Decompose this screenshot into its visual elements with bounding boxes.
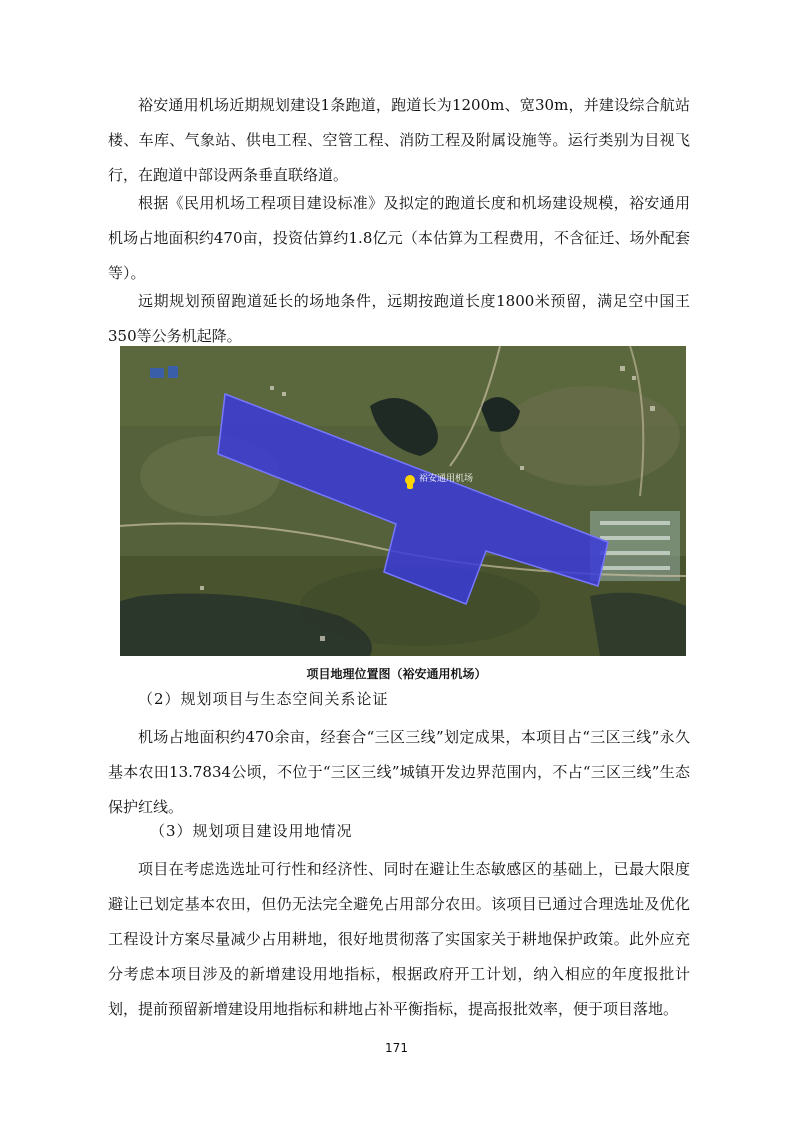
section-3-heading: （3）规划项目建设用地情况 <box>150 822 353 840</box>
section-2-text: 机场占地面积约470余亩，经套合“三区三线”划定成果，本项目占“三区三线”永久基本农田13.7834公顷，不位于“三区三线”城镇开发边界范围内，不占“三区三线”生态保护红线。 <box>108 728 690 816</box>
paragraph-long-term: 远期规划预留跑道延长的场地条件，远期按跑道长度1800米预留，满足空中国王350等公务机起降。 <box>108 292 690 345</box>
page-number: 171 <box>385 1041 408 1055</box>
marker-label: 裕安通用机场 <box>419 474 474 484</box>
section-3-text: 项目在考虑选选址可行性和经济性、同时在避让生态敏感区的基础上，已最大限度避让已划定基本农田，但仍无法完全避免占用部分农田。该项目已通过合理选址及优化工程设计方案尽量减少占用耕地，很好地贯彻落了实国家关于耕地保护政策。此外应充分考虑本项目涉及的新增建设用地指标，根据政府开工计划，纳入相应的年度报批计划，提前预留新增建设用地指标和耕地占补平衡指标，提高报批效率，便于项目落地。 <box>108 860 690 1018</box>
satellite-map-figure <box>120 346 686 656</box>
paragraph-runway-plan: 裕安通用机场近期规划建设1条跑道，跑道长为1200m、宽30m，并建设综合航站楼、车库、气象站、供电工程、空管工程、消防工程及附属设施等。运行类别为目视飞行，在跑道中部设两条垂直联络道。 <box>108 96 690 184</box>
figure-caption: 项目地理位置图（裕安通用机场） <box>306 667 487 681</box>
satellite-map-svg <box>120 346 686 656</box>
section-2-heading: （2）规划项目与生态空间关系论证 <box>138 690 389 708</box>
paragraph-land-investment: 根据《民用机场工程项目建设标准》及拟定的跑道长度和机场建设规模，裕安通用机场占地面积约470亩，投资估算约1.8亿元（本估算为工程费用，不含征迁、场外配套等）。 <box>108 194 690 282</box>
